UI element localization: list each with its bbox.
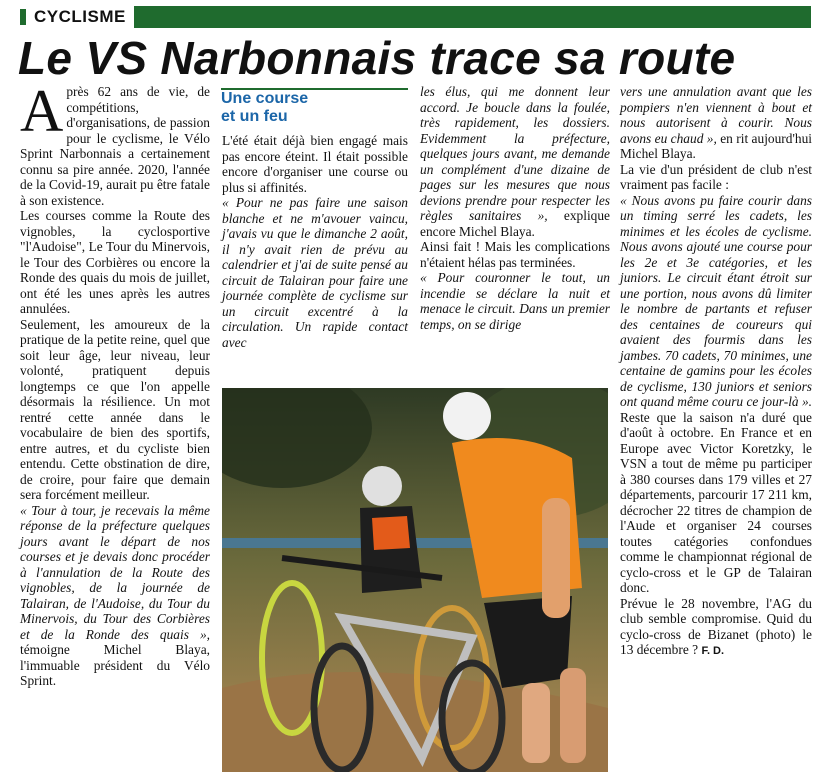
article-column-4: [620, 84, 812, 660]
col4-quote-2: « Nous avons pu faire courir dans un timing serré les cadets, les minimes et les écoles de cyclisme. Nous avons ajouté une course pour les 2e et 3e catégories, et les juniors. Le circuit étant étroit sur une portion, nous avons dû limiter le nombre de partants et refuser des centaines de coureurs qui avaient des fourmis dans les jambes. 70 cadets, 70 minimes, une centaine de gamins pour les écoles de cyclisme, 130 juniors et seniors ont quand même couru ce jour-là ».: [620, 192, 812, 409]
col3-attribution: explique encore Michel Blaya.: [420, 208, 610, 239]
col1-paragraph-3: Seulement, les amoureux de la pratique de la petite reine, quel que soit leur âge, leur niveau, leur volonté, pratiquent depuis longtemps ce que l'on appelle désormais la résilience. Un mot rentré cette année dans le vocabulaire de bien des sportifs, entre autres, et du cycliste bien entendu. Cette obstination de dire, de croire, pour faire que demain sera forcément meilleur.: [20, 316, 210, 502]
col1-quote: « Tour à tour, je recevais la même réponse de la préfecture quelques jours avant le départ de nos courses et je devais donc procéder à l'annulation de la Route des vignobles, de la journée de Talairan, de l'Audoise, du Tour du Minervois, du Tour des Corbières et de la Ronde des quais »,: [20, 502, 210, 642]
article-column-1: [20, 78, 210, 689]
col4-paragraph-3: Reste que la saison n'a duré que d'août à octobre. En France et en Europe avec Victor Koretzky, le VSN a tout de même pu participer à 380 courses dans 179 villes et 27 départements, parcourir 17 211 km, décrocher 22 titres de champion de l'Aude et organiser 24 courses toutes catégories confondues comme le championnat régional de cyclo-cross et le GP de Talairan donc.: [620, 409, 812, 595]
subhead-line-2: et un feu: [221, 108, 288, 125]
article-column-2: [222, 133, 408, 350]
col3-quote-1: les élus, qui me donnent leur accord. Je boucle dans la foulée, très rapidement, les dossiers. Evidemment la préfecture, quelques jours avant, me demande un complément d'une dizaine de pages sur les mesures que nous devions prendre pour respecter les règles sanitaires »,: [420, 84, 610, 223]
col2-paragraph-1: L'été était déjà bien engagé mais pas encore éteint. Il était possible encore d'organiser une course ou plus si affinités.: [222, 133, 408, 195]
section-rubric-bar: [20, 6, 811, 28]
article-column-3: [420, 84, 610, 332]
cyclo-cross-photo: [222, 388, 608, 772]
cyclo-cross-illustration: [222, 388, 608, 772]
subhead-line-1: Une course: [221, 90, 309, 107]
col1-paragraph-2: Les courses comme la Route des vignobles, la cyclosportive "l'Audoise", Le Tour du Minervois, le Tour des Corbières ou encore la Ronde des quais du mois de juillet, ont été les unes après les autres annulées.: [20, 208, 210, 316]
article-headline: Le VS Narbonnais trace sa route: [18, 32, 736, 84]
col3-quote-2: « Pour couronner le tout, un incendie se déclare la nuit et menace le circuit. Dans un premier temps, on se dirige: [420, 270, 610, 332]
col4-paragraph-4: Prévue le 28 novembre, l'AG du club semble compromise. Quid du cyclo-cross de Bizanet (photo) le 13 décembre ?: [620, 595, 812, 657]
col4-attribution: en rit aujourd'hui Michel Blaya.: [620, 130, 812, 161]
col2-quote: « Pour ne pas faire une saison blanche et ne m'avouer vaincu, j'avais vu que le dimanche 2 août, il n'y avait rien de prévu au calendrier et j'ai de suite pensé au circuit de Talairan pour faire une journée complète de cyclisme sur un circuit excentré à la circulation. Un rapide contact avec: [222, 195, 408, 350]
col1-attribution: témoigne Michel Blaya, l'immuable président du Vélo Sprint.: [20, 642, 210, 688]
col4-paragraph-2: La vie d'un président de club n'est vraiment pas facile :: [620, 161, 812, 192]
col3-paragraph-2: Ainsi fait ! Mais les complications n'étaient hélas pas terminées.: [420, 239, 610, 270]
col1-paragraph-1: près 62 ans de vie, de compétitions, d'organisations, de passion pour le cyclisme, le Vélo Sprint Narbonnais a certainement connu sa pire année. 2020, l'année de la Covid-19, aurait pu être fatale à son existence.: [20, 84, 210, 208]
section-rubric-label: CYCLISME: [20, 6, 134, 28]
col4-quote-1: vers une annulation avant que les pompiers n'en viennent à bout et nous autorisent à courir. Nous avons eu chaud »,: [620, 84, 812, 146]
drop-cap: A: [20, 78, 64, 144]
article-subhead: [221, 88, 408, 130]
author-credit: F. D.: [701, 645, 725, 657]
